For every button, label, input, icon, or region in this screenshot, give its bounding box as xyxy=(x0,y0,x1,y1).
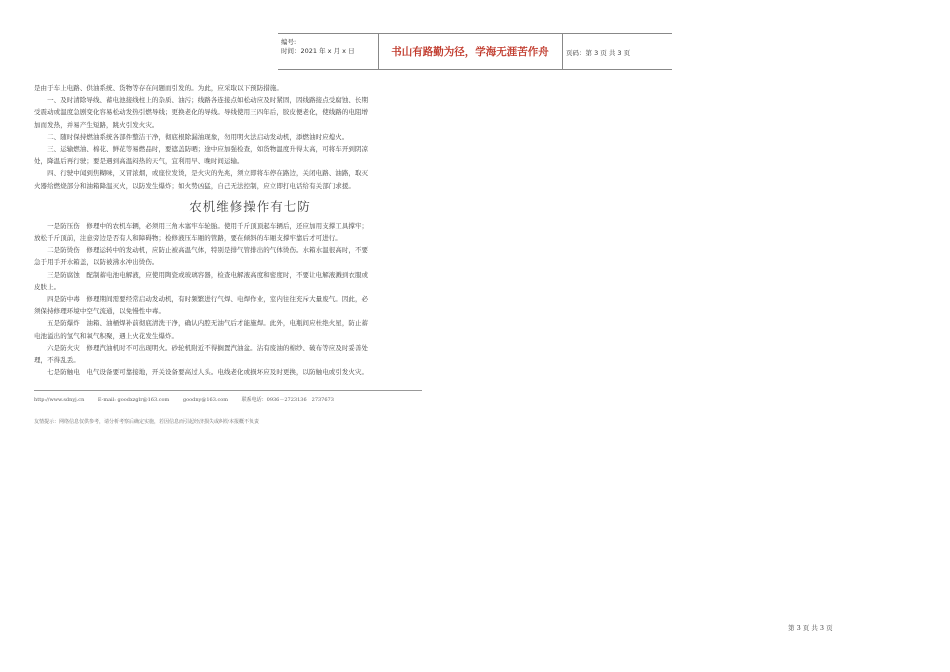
footer-disclaimer: 友情提示：网络信息仅供参考，请分析考察后确定实施，若因信息而引起经济损失或纠纷本报概不负责 xyxy=(34,419,260,425)
fire-prevention-section xyxy=(34,82,466,192)
text-line: 放松千斤顶前，注意旁边是否有人和障碍物；检修液压车厢的管路，要在倾斜的车厢支撑牢靠后才可进行。 xyxy=(34,234,342,243)
text-line: 三是防腐蚀 配制蓄电池电解液，应使用陶瓷或玻璃容器，检查电解液高度和密度时，不要让电解液溅到衣服或 xyxy=(34,270,369,279)
header-page-label: 页码：第 3 页 共 3 页 xyxy=(566,49,631,57)
text-line: 处，降温后再行驶；要是遇到高温闷热的天气，宜利用早、晚时间运输。 xyxy=(34,157,244,166)
text-line: 六是防火灾 修理汽油机时不可出现明火。砂轮机附近不得搁置汽油盆。沾有废油的棉纱、破布等应及时妥善处 xyxy=(34,343,369,352)
text-line: 一、及时清除导线、蓄电池接线柱上的杂质、油污；线路各连接点如松动应及时紧固，因线路接点受腐蚀、长期 xyxy=(34,96,369,105)
header-divider xyxy=(562,34,563,69)
text-line: 四、行驶中闻到焦糊味，又冒浓烟，或座位发烫，是火灾的先兆，须立即将车停在路边，关闭电路、油路，取灭 xyxy=(34,169,369,178)
footer-email: goodny@163.com xyxy=(182,397,229,403)
header-meta xyxy=(278,34,378,69)
repair-safety-section xyxy=(34,220,466,379)
text-line: 一是防压伤 修理中的农机车辆，必须用三角木塞牢车轮胎。使用千斤顶顶起车辆后，还应加用支撑工具撑牢； xyxy=(34,221,369,230)
footer-contact xyxy=(34,396,346,403)
text-line: 理，不得乱丢。 xyxy=(34,356,80,365)
footer-email: E-mail: goodxzglr@163.com xyxy=(97,397,170,403)
text-line: 急于用手开水箱盖，以防被沸水冲出烫伤。 xyxy=(34,258,159,267)
text-line: 是由于车上电路、供油系统、货物等存在问题而引发的。为此，应采取以下预防措施。 xyxy=(34,84,283,92)
text-line: 皮肤上。 xyxy=(34,282,61,291)
footer-phone: 联系电话：0936－2723136 2737673 xyxy=(241,397,334,403)
text-line: 二、随时保持燃油系统各部件整洁干净，彻底根除漏油现象，勿用明火法启动发动机，添燃油时应熄火。 xyxy=(34,132,349,141)
header-slogan: 书山有路勤为径，学海无涯苦作舟 xyxy=(391,46,549,58)
text-line: 加而发热，并易产生短路，跳火引发火灾。 xyxy=(34,120,159,129)
text-line: 七是防触电 电气设备要可靠接地，开关设备要高过人头。电线老化或损坏应及时更换，以防触电或引发火灾。 xyxy=(34,368,369,377)
text-line: 电池溢出的氢气和氧气积聚，遇上火花发生爆炸。 xyxy=(34,331,179,340)
text-line: 二是防烫伤 修理运转中的发动机，应防止被高温气体，特别是排气管排出的气体烫伤。水箱水温很高时，不要 xyxy=(34,246,369,255)
text-line: 火器给燃烧部分和油箱降温灭火，以防发生爆炸；如火势凶猛，自己无法控制，应立即打电话给有关部门求援。 xyxy=(34,181,355,190)
header-number-label: 编号: xyxy=(281,38,297,46)
page-number: 第 3 页 共 3 页 xyxy=(788,624,833,632)
text-line: 受震动或温度急剧变化容易松动发热引燃导线；更换老化的导线。导线使用三四年后，胶皮便老化，使线路的电阻增 xyxy=(34,108,369,117)
article-title: 农机维修操作有七防 xyxy=(189,198,311,214)
footer-divider xyxy=(34,390,422,391)
text-line: 三、运输燃油、棉花、鲜花等易燃品时，要遮盖防晒；途中应加强检查，如货物温度升得太高，可将车开到阴凉 xyxy=(34,145,369,154)
text-line: 须保持修理环境中空气流通，以免慢性中毒。 xyxy=(34,307,165,316)
page-header xyxy=(278,33,672,70)
article-body xyxy=(34,82,466,378)
text-line: 四是防中毒 修理期间需要经常启动发动机，有时频繁进行气焊、电焊作业，室内往往充斥大量废气。因此，必 xyxy=(34,295,369,304)
header-time-label: 时间：2021 年 x 月 x 日 xyxy=(281,47,355,55)
footer-url: http://www.sdnyj.cn xyxy=(34,397,85,403)
text-line: 五是防爆炸 油箱、油桶焊补前彻底清洗干净，确认内腔无油气后才能施焊。此外，电瓶间应杜绝火星，防止蓄 xyxy=(34,319,369,328)
